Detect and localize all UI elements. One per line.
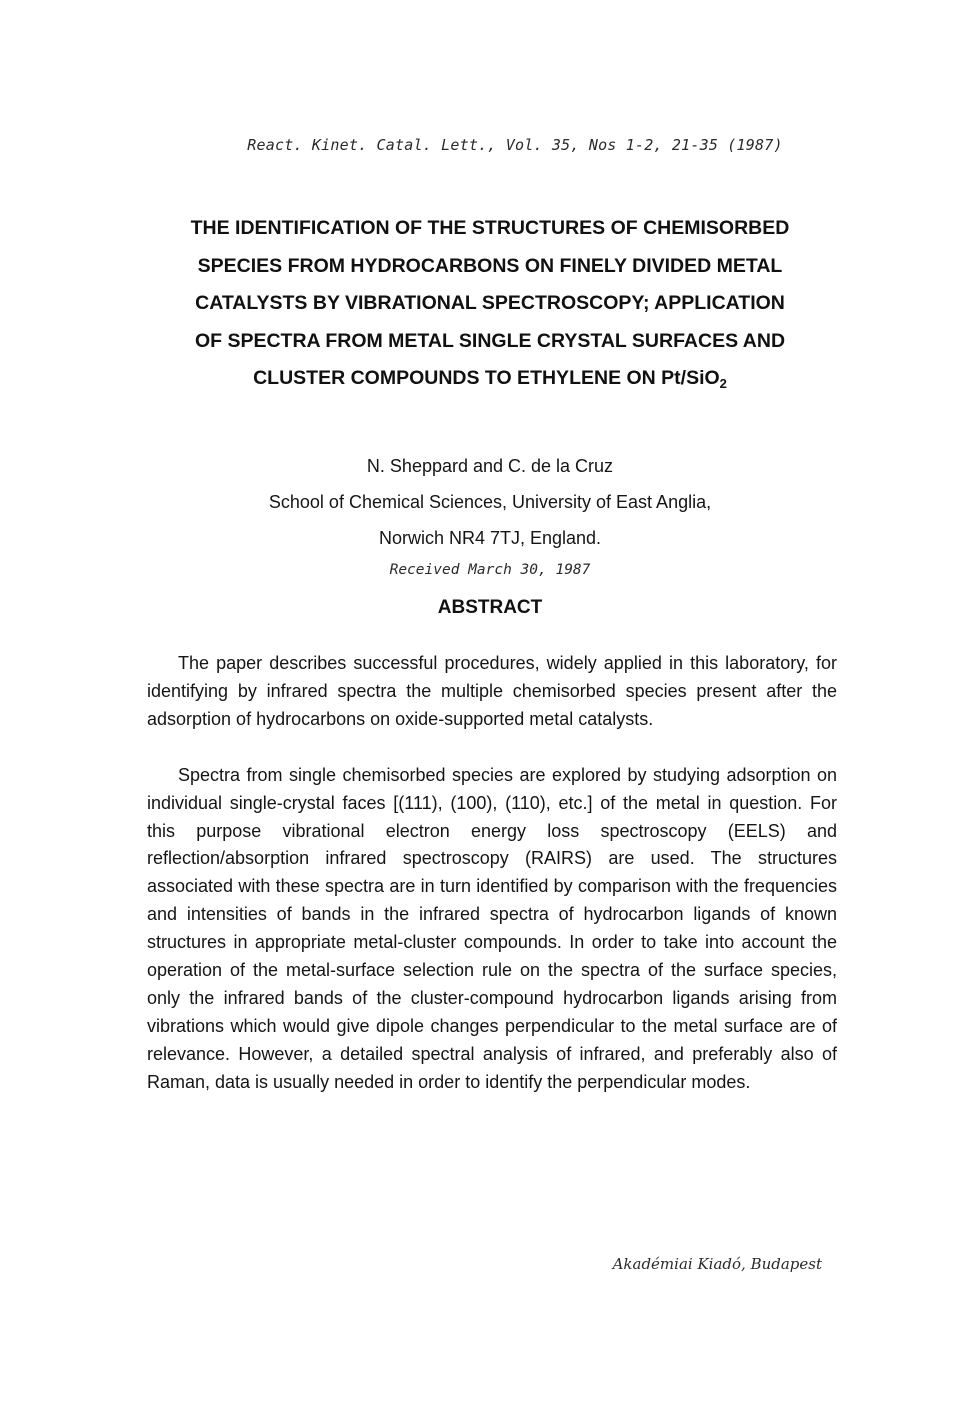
author-names: N. Sheppard and C. de la Cruz: [366, 456, 614, 476]
title-line-text: CLUSTER COMPOUNDS TO ETHYLENE ON Pt/SiO: [253, 367, 720, 389]
abstract-heading: ABSTRACT: [437, 597, 543, 618]
title-subscript: 2: [719, 376, 727, 391]
author-block: [140, 448, 840, 556]
received-date: Received March 30, 1987: [389, 562, 591, 578]
journal-reference: React. Kinet. Catal. Lett., Vol. 35, Nos 1-2, 21-35 (1987): [247, 136, 783, 154]
abstract-body: [147, 650, 837, 1125]
title-line: OF SPECTRA FROM METAL SINGLE CRYSTAL SURFACES AND: [194, 329, 786, 352]
author-affiliation: School of Chemical Sciences, University of East Anglia,: [268, 492, 712, 512]
publisher-footer: Akadémiai Kiadó, Budapest: [612, 1255, 822, 1273]
author-address: Norwich NR4 7TJ, England.: [378, 528, 602, 548]
abstract-paragraph: Spectra from single chemisorbed species are explored by studying adsorption on individual single-crystal faces [(111), (100), (110), etc.] of the metal in question. For this purpose vibrational electron energy loss spectroscopy (EELS) and reflection/absorption infrared spectroscopy (RAIRS) are used. The structures associated with these spectra are in turn identified by comparison with the frequencies and intensities of bands in the infrared spectra of hydrocarbon ligands of known structures in appropriate metal-cluster compounds. In order to take into account the operation of the metal-surface selection rule on the spectra of the surface species, only the infrared bands of the cluster-compound hydrocarbon ligands arising from vibrations which would give dipole changes perpendicular to the metal surface are of relevance. However, a detailed spectral analysis of infrared, and preferably also of Raman, data is usually needed in order to identify the perpendicular modes.: [147, 764, 837, 1092]
title-line: SPECIES FROM HYDROCARBONS ON FINELY DIVIDED METAL: [197, 254, 783, 277]
title-line: CATALYSTS BY VIBRATIONAL SPECTROSCOPY; APPLICATION: [195, 292, 785, 314]
title-line: THE IDENTIFICATION OF THE STRUCTURES OF CHEMISORBED: [190, 217, 790, 239]
abstract-paragraph: The paper describes successful procedures, widely applied in this laboratory, for identifying by infrared spectra the multiple chemisorbed species present after the adsorption of hydrocarbons on oxide-supported metal catalysts.: [147, 653, 837, 729]
paper-title: [140, 210, 840, 398]
title-line-last: [140, 360, 840, 398]
